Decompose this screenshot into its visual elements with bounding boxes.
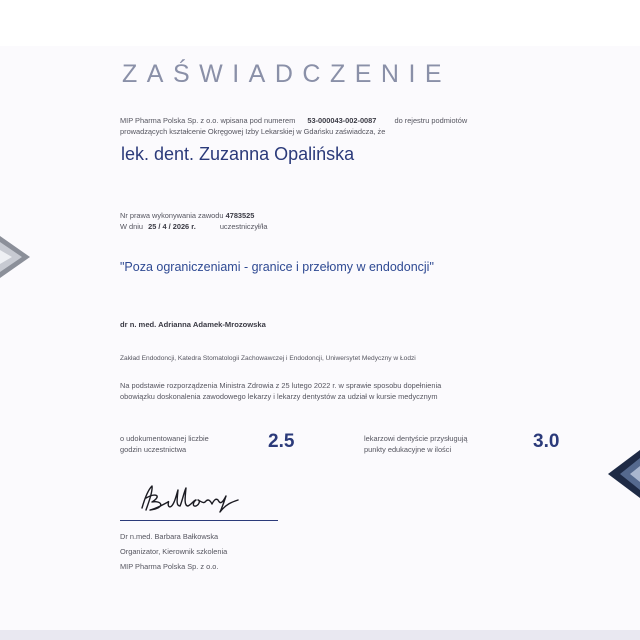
course-title: "Poza ograniczeniami - granice i przełomy w endodoncji" — [120, 260, 434, 274]
hours-label-line-1: o udokumentowanej liczbie — [120, 434, 209, 443]
affiliation: Zakład Endodoncji, Katedra Stomatologii Zachowawczej i Endodoncji, Uniwersytet Medyczny w Łodzi — [120, 355, 416, 362]
intro-line-1 — [120, 116, 467, 125]
bottom-band — [0, 630, 640, 640]
participated-label: uczestniczył/ła — [219, 222, 268, 231]
license-number: 4783525 — [225, 211, 255, 220]
license-label: Nr prawa wykonywania zawodu — [120, 211, 224, 220]
intro-line-2: prowadzących kształcenie Okręgowej Izby Lekarskiej w Gdańsku zaświadcza, że — [120, 127, 386, 136]
signer-role: Organizator, Kierownik szkolenia — [120, 547, 228, 556]
left-crystal-decoration — [0, 236, 34, 278]
signer-organization: MIP Pharma Polska Sp. z o.o. — [120, 562, 219, 571]
date-label: W dniu — [120, 222, 144, 231]
date-line — [120, 222, 267, 231]
points-value: 3.0 — [533, 431, 560, 452]
right-crystal-decoration — [608, 450, 640, 498]
license-line — [120, 211, 254, 220]
intro-text-a: MIP Pharma Polska Sp. z o.o. wpisana pod numerem — [120, 116, 296, 125]
signer-name: Dr n.med. Barbara Bałkowska — [120, 532, 219, 541]
date-value: 25 / 4 / 2026 r. — [148, 222, 196, 231]
certificate-title: ZAŚWIADCZENIE — [122, 60, 452, 88]
recipient-name: lek. dent. Zuzanna Opalińska — [121, 144, 355, 164]
top-band — [0, 0, 640, 46]
hours-value: 2.5 — [268, 431, 295, 452]
points-label-line-1: lekarzowi dentyście przysługują — [364, 434, 468, 443]
legal-basis-line-1: Na podstawie rozporządzenia Ministra Zdrowia z 25 lutego 2022 r. w sprawie sposobu dopełnienia — [120, 381, 442, 390]
legal-basis-line-2: obowiązku doskonalenia zawodowego lekarzy i lekarzy dentystów za udział w kursie medycznym — [120, 392, 438, 401]
registry-number: 53-000043-002-0087 — [307, 116, 377, 125]
handwritten-signature — [136, 482, 248, 516]
intro-text-b: do rejestru podmiotów — [394, 116, 468, 125]
lecturer-name: dr n. med. Adrianna Adamek-Mrozowska — [120, 320, 266, 329]
points-label-line-2: punkty edukacyjne w ilości — [364, 445, 452, 454]
hours-label-line-2: godzin uczestnictwa — [120, 445, 187, 454]
signature-line — [120, 520, 278, 521]
